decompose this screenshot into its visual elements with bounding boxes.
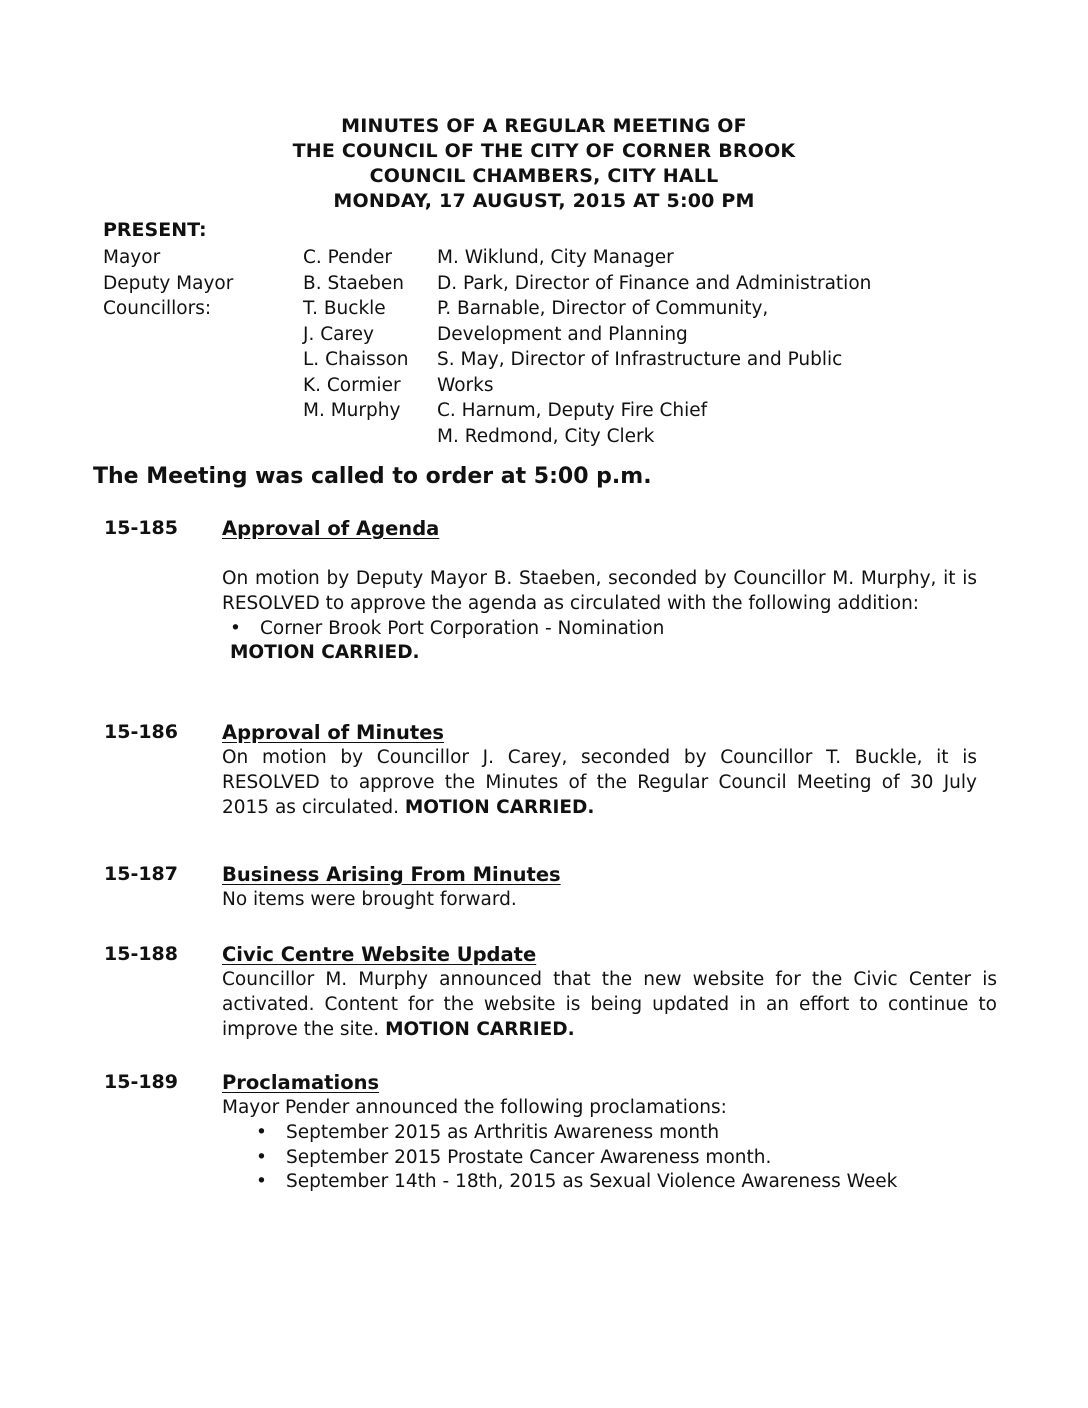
item-heading: Proclamations <box>222 1071 380 1094</box>
attendee-name: L. Chaisson <box>303 349 409 370</box>
attendee-name: B. Staeben <box>303 272 405 294</box>
staff-line: Works <box>437 374 494 396</box>
list-item <box>222 617 977 642</box>
title-line-4: MONDAY, 17 AUGUST, 2015 AT 5:00 PM <box>333 190 755 212</box>
item-text: On motion by Councillor J. Carey, seconded by Councillor T. Buckle, it is RESOLVED to approve the Minutes of the Regular Council Meeting of 30 July 2015 as circulated. <box>222 747 977 818</box>
bullet-icon: • <box>256 1146 267 1168</box>
attendee-name: C. Pender <box>303 247 393 268</box>
present-label: PRESENT: <box>103 219 207 241</box>
list-item <box>222 1146 977 1171</box>
role-mayor: Mayor <box>103 247 161 268</box>
document-title <box>0 114 1088 214</box>
list-item <box>222 1170 977 1195</box>
item-number: 15-187 <box>104 863 178 885</box>
attendance-staff <box>437 245 871 449</box>
staff-line: S. May, Director of Infrastructure and Public <box>437 349 843 370</box>
role-deputy-mayor: Deputy Mayor <box>103 272 234 294</box>
bullet-text: Corner Brook Port Corporation - Nomination <box>260 617 665 639</box>
item-body <box>222 567 977 666</box>
item-body <box>222 746 977 820</box>
attendee-name: K. Cormier <box>303 374 401 396</box>
attendee-name: M. Murphy <box>303 400 401 421</box>
bullet-text: September 2015 Prostate Cancer Awareness month. <box>286 1146 772 1168</box>
bullet-icon: • <box>256 1121 267 1143</box>
staff-line: C. Harnum, Deputy Fire Chief <box>437 400 708 421</box>
staff-line: M. Redmond, City Clerk <box>437 425 655 447</box>
item-body <box>222 968 997 1042</box>
motion-carried: MOTION CARRIED. <box>230 642 420 664</box>
bullet-icon: • <box>230 617 241 639</box>
item-body <box>222 888 977 913</box>
staff-line: Development and Planning <box>437 323 688 345</box>
staff-line: P. Barnable, Director of Community, <box>437 298 769 319</box>
staff-line: M. Wiklund, City Manager <box>437 247 674 268</box>
item-text: On motion by Deputy Mayor B. Staeben, seconded by Councillor M. Murphy, it is RESOLVED to approve the agenda as circulated with the following addition: <box>222 568 977 614</box>
title-line-3: COUNCIL CHAMBERS, CITY HALL <box>369 165 719 187</box>
attendee-name: J. Carey <box>303 323 375 345</box>
bullet-text: September 2015 as Arthritis Awareness month <box>286 1121 720 1143</box>
bullet-text: September 14th - 18th, 2015 as Sexual Violence Awareness Week <box>286 1171 898 1193</box>
item-number: 15-188 <box>104 943 178 965</box>
item-body <box>222 1096 977 1195</box>
item-text: Mayor Pender announced the following proclamations: <box>222 1097 727 1118</box>
attendance-roles <box>103 245 233 322</box>
motion-carried: MOTION CARRIED. <box>385 1018 575 1040</box>
attendee-name: T. Buckle <box>303 298 386 319</box>
item-heading: Civic Centre Website Update <box>222 943 537 966</box>
item-heading: Approval of Minutes <box>222 721 445 744</box>
call-to-order: The Meeting was called to order at 5:00 p.m. <box>93 464 652 489</box>
item-number: 15-189 <box>104 1071 178 1093</box>
motion-carried: MOTION CARRIED. <box>404 796 595 818</box>
bullet-icon: • <box>256 1171 267 1193</box>
item-heading: Business Arising From Minutes <box>222 863 561 886</box>
item-number: 15-185 <box>104 517 178 539</box>
item-number: 15-186 <box>104 721 178 743</box>
list-item <box>222 1121 977 1146</box>
attendance-names <box>303 245 409 424</box>
item-text: No items were brought forward. <box>222 889 517 910</box>
staff-line: D. Park, Director of Finance and Administration <box>437 272 872 294</box>
item-heading: Approval of Agenda <box>222 517 440 540</box>
title-line-1: MINUTES OF A REGULAR MEETING OF <box>341 115 747 137</box>
title-line-2: THE COUNCIL OF THE CITY OF CORNER BROOK <box>292 140 796 162</box>
item-text: Councillor M. Murphy announced that the new website for the Civic Center is activated. Content for the website is being updated in an effort to continue to improve the site. <box>222 969 997 1040</box>
role-councillors: Councillors: <box>103 298 212 319</box>
